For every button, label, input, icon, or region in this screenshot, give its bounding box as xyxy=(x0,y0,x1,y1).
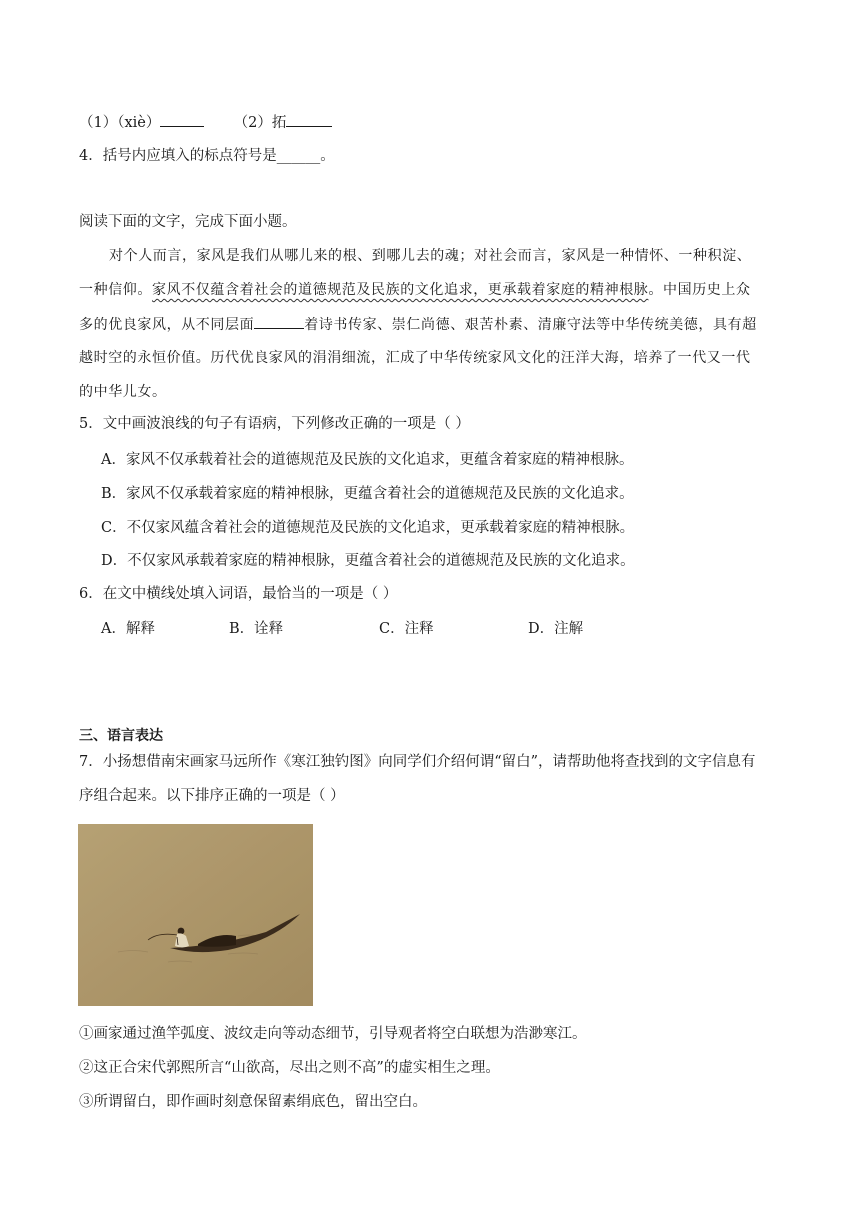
q6-option-b: B．诠释 xyxy=(229,621,284,637)
q3-items-line xyxy=(79,112,332,133)
q7-line-1: 7．小扬想借南宋画家马远所作《寒江独钓图》向同学们介绍何谓“留白”，请帮助他将查找到的文字信息有 xyxy=(79,754,756,770)
passage-line-3-b: 着诗书传家、崇仁尚德、艰苦朴素、清廉守法等中华传统美德，具有超 xyxy=(304,317,757,333)
fisherman-head xyxy=(178,928,185,935)
q3-item1-prefix: （1）（xiè） xyxy=(79,115,161,131)
q6-option-d: D．注解 xyxy=(528,621,584,637)
q5-stem: 5．文中画波浪线的句子有语病，下列修改正确的一项是（ ） xyxy=(79,416,470,432)
passage-line-4: 越时空的永恒价值。历代优良家风的涓涓细流，汇成了中华传统家风文化的汪洋大海，培养了一代又一代 xyxy=(79,350,751,366)
passage-line-5: 的中华儿女。 xyxy=(79,384,167,400)
section-3-heading: 三、语言表达 xyxy=(79,728,163,744)
q7-item-2: ②这正合宋代郭熙所言“山欲高，尽出之则不高”的虚实相生之理。 xyxy=(79,1060,500,1076)
wavy-sentence: 家风不仅蕴含着社会的道德规范及民族的文化追求，更承载着家庭的精神根脉 xyxy=(152,282,649,298)
q5-option-a: A．家风不仅承载着社会的道德规范及民族的文化追求，更蕴含着家庭的精神根脉。 xyxy=(101,452,634,468)
q5-option-c: C．不仅家风蕴含着社会的道德规范及民族的文化追求，更承载着家庭的精神根脉。 xyxy=(101,520,635,536)
passage-line-1: 对个人而言，家风是我们从哪儿来的根、到哪儿去的魂；对社会而言，家风是一种情怀、一种积淀、 xyxy=(109,248,752,264)
passage-blank xyxy=(254,314,304,329)
painting-aging-tint xyxy=(78,824,313,1006)
q7-item-3: ③所谓留白，即作画时刻意保留素绢底色，留出空白。 xyxy=(79,1094,427,1110)
q5-option-b: B．家风不仅承载着家庭的精神根脉，更蕴含着社会的道德规范及民族的文化追求。 xyxy=(101,486,634,502)
passage-line-3 xyxy=(79,314,757,335)
q3-item2-blank xyxy=(286,112,332,127)
q6-stem: 6．在文中横线处填入词语，最恰当的一项是（ ） xyxy=(79,586,398,602)
passage-line-2-a: 一种信仰。 xyxy=(79,282,152,298)
q3-item2-prefix: （2）拓 xyxy=(233,115,287,131)
passage-line-2 xyxy=(79,280,751,300)
q7-line-2: 序组合起来。以下排序正确的一项是（ ） xyxy=(79,788,345,804)
reading-intro: 阅读下面的文字，完成下面小题。 xyxy=(79,214,297,230)
q4-text: 4．括号内应填入的标点符号是______。 xyxy=(79,148,335,164)
painting-image xyxy=(78,824,313,1006)
passage-line-3-a: 多的优良家风，从不同层面 xyxy=(79,317,255,333)
q6-option-c: C．注释 xyxy=(379,621,434,637)
q3-item1-blank xyxy=(160,112,204,127)
q5-option-d: D．不仅家风承载着家庭的精神根脉，更蕴含着社会的道德规范及民族的文化追求。 xyxy=(101,553,635,569)
q6-option-a: A．解释 xyxy=(101,621,155,637)
q7-item-1: ①画家通过渔竿弧度、波纹走向等动态细节，引导观者将空白联想为浩渺寒江。 xyxy=(79,1026,587,1042)
passage-line-2-b: 。中国历史上众 xyxy=(648,282,751,298)
